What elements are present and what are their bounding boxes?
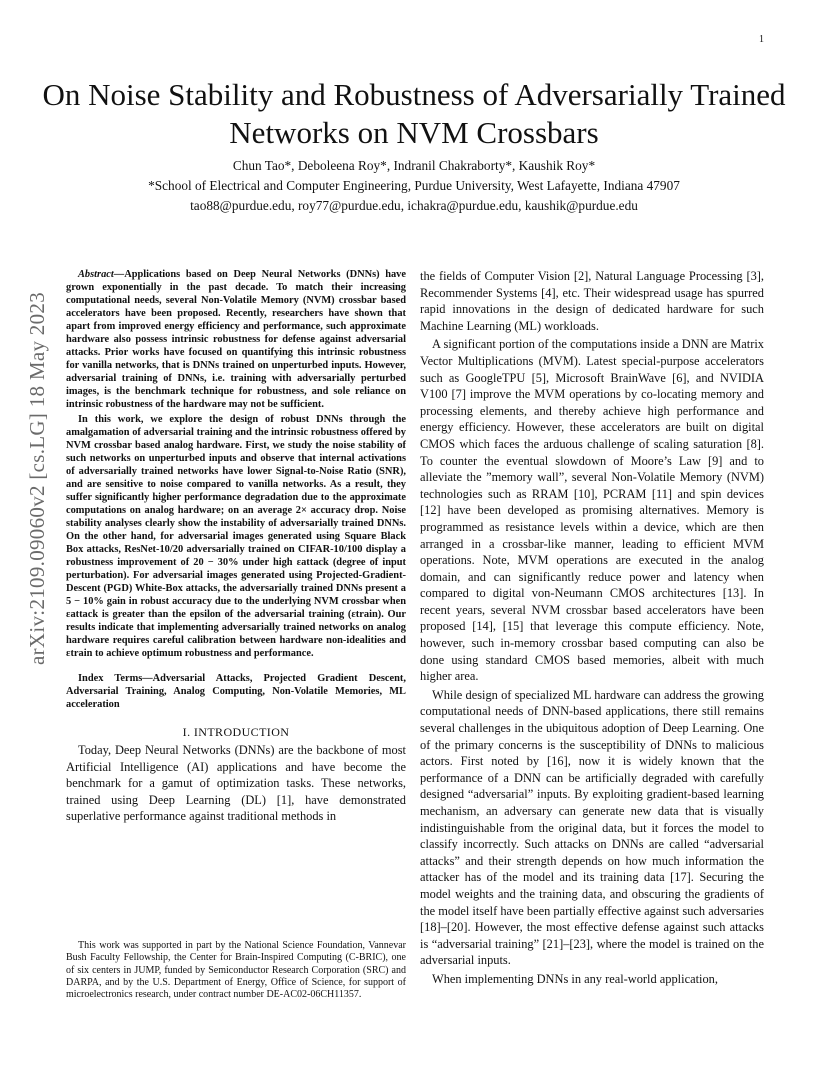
- abstract-paragraph-2: In this work, we explore the design of robust DNNs through the amalgamation of adversarial training and the intrinsic robustness offered by NVM crossbar based analog hardware. First, we study the noise stability of such networks on unperturbed inputs and observe that internal activations of adversarially trained networks have lower Signal-to-Noise Ratio (SNR), and are sensitive to noise compared to vanilla networks. As a result, they suffer significantly higher performance degradation due to the approximate computations on analog hardware; on an average 2× accuracy drop. Noise stability analyses clearly show the instability of adversarially trained DNNs. On the other hand, for adversarial images generated using Square Black Box attacks, ResNet-10/20 adversarially trained on CIFAR-10/100 display a robustness improvement of 20 − 30% under high εattack (degree of input perturbation). For adversarial images generated using Projected-Gradient-Descent (PGD) White-Box attacks, the adversarially trained DNNs present a 5 − 10% gain in robust accuracy due to the underlying NVM crossbar when εattack is greater than the epsilon of the adversarial training (εtrain). Our results indicate that implementing adversarially trained networks on analog hardware requires careful calibration between hardware non-idealities and εtrain to achieve optimum robustness and performance.: [66, 414, 406, 659]
- right-column: [420, 268, 764, 988]
- introduction-right-body: [420, 268, 764, 988]
- paper-title: On Noise Stability and Robustness of Adversarially Trained Networks on NVM Crossbars: [42, 77, 786, 150]
- index-terms: Index Terms—Adversarial Attacks, Projected Gradient Descent, Adversarial Training, Analog Computing, Non-Volatile Memories, ML acceleration: [66, 673, 406, 710]
- left-column: [66, 268, 406, 825]
- author-affiliation: *School of Electrical and Computer Engineering, Purdue University, West Lafayette, Indiana 47907: [148, 178, 680, 193]
- abstract-text-1: —Applications based on Deep Neural Networks (DNNs) have grown exponentially in the past decade. To match their increasing computational needs, several Non-Volatile Memory (NVM) crossbar based accelerators have been proposed. Recently, researchers have shown that apart from improved energy efficiency and performance, such approximate hardware also possess intrinsic robustness for defense against adversarial attacks. Prior works have focused on quantifying this intrinsic robustness for vanilla networks, that is DNNs trained on unperturbed inputs. However, adversarial training of DNNs, i.e. training with adversarially perturbed images, is the benchmark technique for robustness, and sole reliance on intrinsic robustness of the hardware may not be sufficient.: [66, 269, 406, 410]
- arxiv-identifier-stamp: [22, 268, 52, 688]
- abstract: [66, 268, 406, 660]
- abstract-paragraph-1: [66, 268, 406, 411]
- introduction-left-body: [66, 742, 406, 825]
- right-paragraph-4: When implementing DNNs in any real-world application,: [432, 971, 718, 986]
- introduction-paragraph-1: Today, Deep Neural Networks (DNNs) are the backbone of most Artificial Intelligence (AI) applications and have become the benchmark for a gamut of optimization tasks. These networks, trained using Deep Learning (DL) [1], have demonstrated superlative performance against traditional methods in: [66, 743, 406, 824]
- right-paragraph-1: the fields of Computer Vision [2], Natural Language Processing [3], Recommender Systems [4], etc. Their widespread usage has spurred rapid innovations in the design of dedicated hardware for such Machine Learning (ML) workloads.: [420, 269, 764, 333]
- author-list: Chun Tao*, Deboleena Roy*, Indranil Chakraborty*, Kaushik Roy*: [232, 158, 596, 173]
- author-emails: tao88@purdue.edu, roy77@purdue.edu, ichakra@purdue.edu, kaushik@purdue.edu: [190, 198, 638, 213]
- abstract-lead: Abstract: [78, 269, 114, 280]
- right-paragraph-2: A significant portion of the computations inside a DNN are Matrix Vector Multiplications (MVM). Latest special-purpose accelerators such as GoogleTPU [5], Microsoft BrainWave [6], and NVIDIA V100 [7] improve the MVM operations by co-locating memory and processing elements, and thereby achieve high performance and energy efficiency. However, these accelerators are built on digital CMOS which faces the arduous challenge of scaling saturation [8]. To counter the eventual slowdown of Moore’s Law [9] and to alleviate the ”memory wall”, several Non-Volatile Memory (NVM) technologies such as RRAM [10], PCRAM [11] and spin devices [12] have been developed as promising alternatives. Memory is programmed as resistance levels within a device, which are then arranged in a crossbar-like manner, leading to efficient MVM operations. Note, MVM operations are executed in the analog domain, and can significantly reduce power and latency when compared to digital von-Neumann CMOS architectures [13]. In recent years, several NVM crossbar based accelerators have been proposed [14], [15] that leverage this compute efficiency. Note, however, such in-memory crossbar based computing can also be done using standard CMOS based memories, albeit with much higher area.: [420, 337, 764, 684]
- arxiv-identifier-text: arXiv:2109.09060v2 [cs.LG] 18 May 2023: [24, 291, 49, 665]
- page-number: 1: [759, 34, 764, 45]
- right-paragraph-3: While design of specialized ML hardware can address the growing computational needs of DNN-based applications, there still remains several challenges in the ubiquitous adoption of Deep Learning. One of the primary concerns is the susceptibility of DNNs to malicious actors. First noted by [16], now it is widely known that the performance of a DNN can be artificially degraded with carefully designed “adversarial” inputs. By exploiting gradient-based learning mechanism, an adversary can generate new data that is visually indistinguishable from the original data, but it forces the model to classify incorrectly. Such attacks on DNNs are called “adversarial attacks” and their strength depends on how much information the attacker has of the model and its training data [17]. Securing the model weights and the training data, and obscuring the gradients of the model itself have been partially effective against such adversaries [18]–[20]. However, the most effective defense against such attacks is “adversarial training” [21]–[23], where the model is trained on the adversarial inputs.: [420, 687, 764, 968]
- funding-footnote: This work was supported in part by the National Science Foundation, Vannevar Bush Faculty Fellowship, the Center for Brain-Inspired Computing (C-BRIC), one of six centers in JUMP, funded by Semiconductor Research Corporation (SRC) and DARPA, and by the U.S. Department of Energy, Office of Science, for support of microelectronics research, under contract number DE-AC02-06CH11357.: [66, 940, 406, 1001]
- section-heading-introduction: I. INTRODUCTION: [182, 725, 290, 739]
